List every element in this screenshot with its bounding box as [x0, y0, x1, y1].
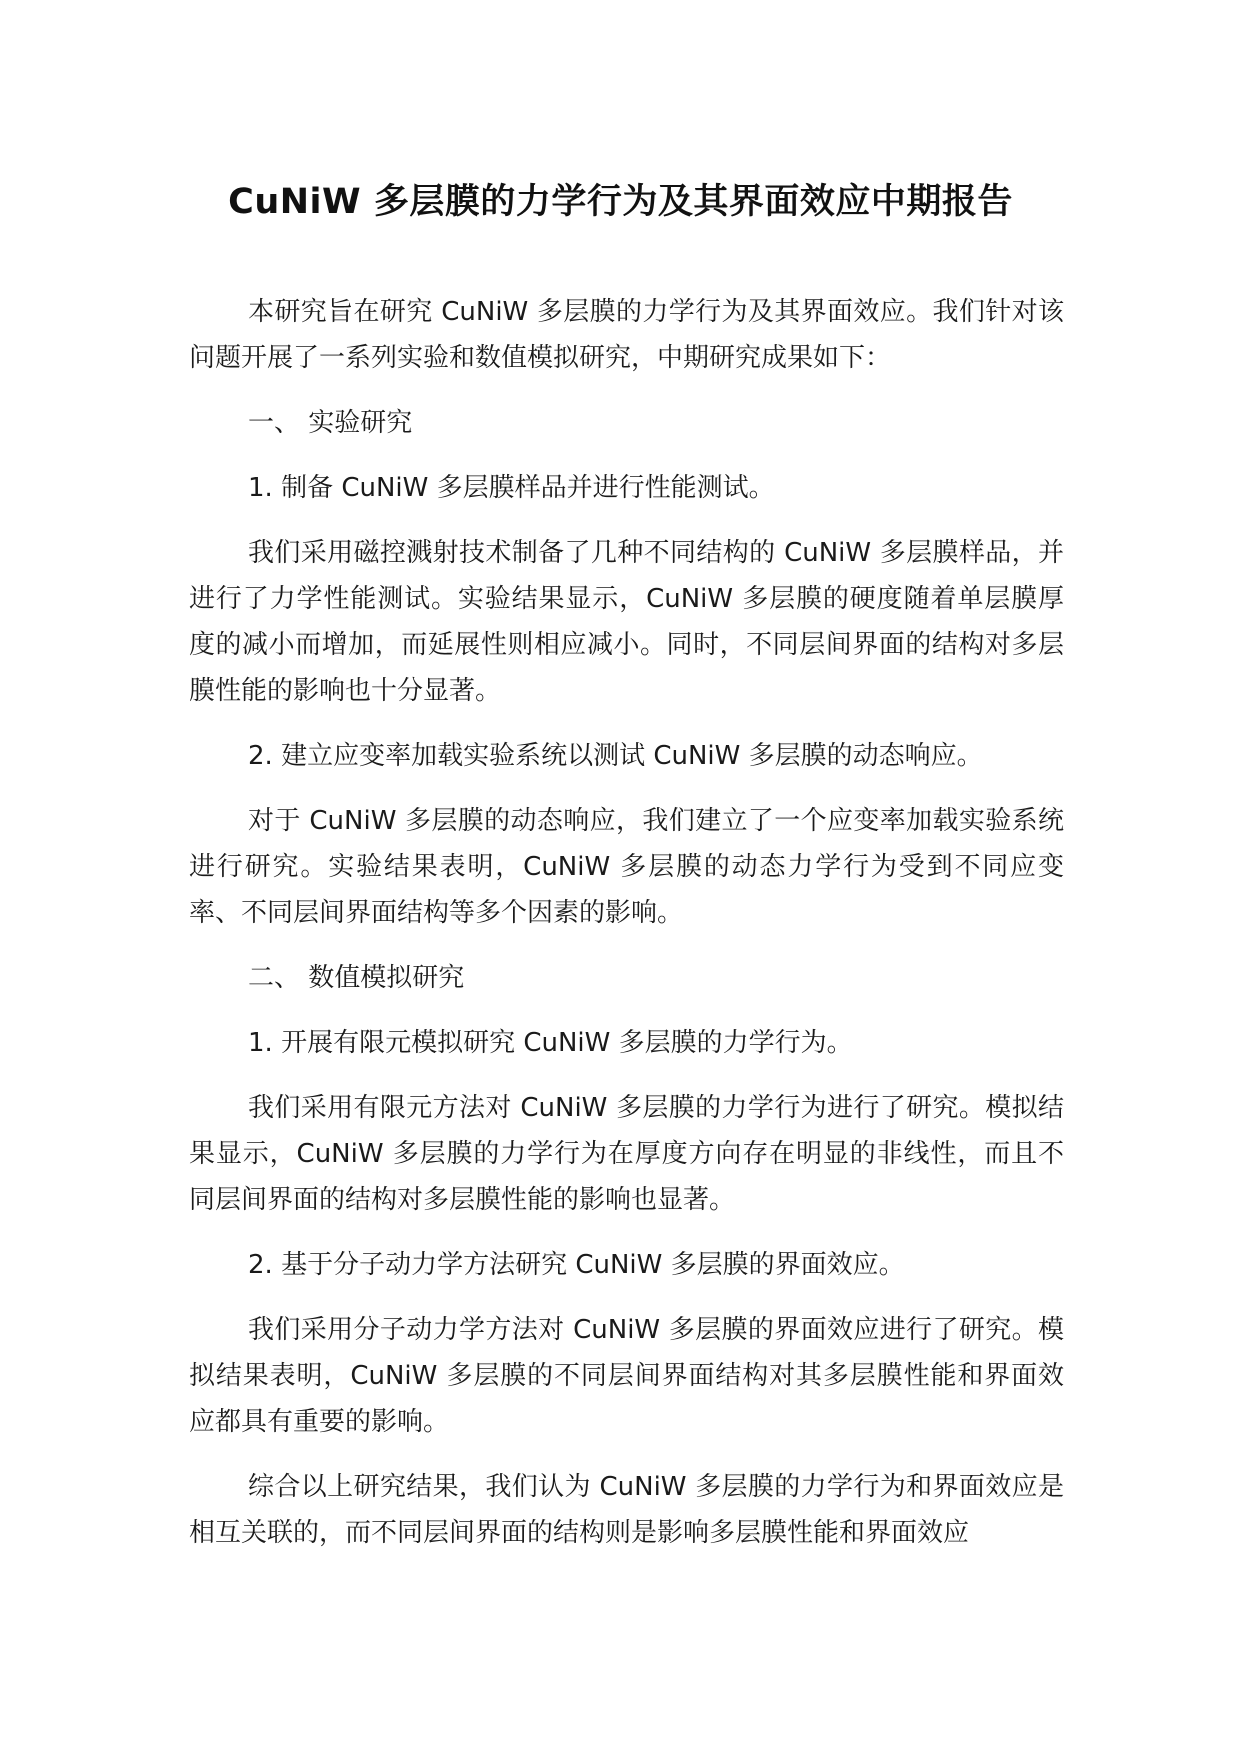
subsection-heading-strain-rate: 2. 建立应变率加载实验系统以测试 CuNiW 多层膜的动态响应。	[248, 741, 983, 771]
paragraph-conclusion: 综合以上研究结果，我们认为 CuNiW 多层膜的力学行为和界面效应是相互关联的，而不同层间界面的结构则是影响多层膜性能和界面效应	[189, 1472, 1064, 1548]
paragraph-fem: 我们采用有限元方法对 CuNiW 多层膜的力学行为进行了研究。模拟结果显示，CuNiW 多层膜的力学行为在厚度方向存在明显的非线性，而且不同层间界面的结构对多层膜性能的影响也显著。	[189, 1093, 1064, 1215]
subsection-heading-md: 2. 基于分子动力学方法研究 CuNiW 多层膜的界面效应。	[248, 1250, 905, 1280]
paragraph-sample-prep: 我们采用磁控溅射技术制备了几种不同结构的 CuNiW 多层膜样品，并进行了力学性能测试。实验结果显示，CuNiW 多层膜的硬度随着单层膜厚度的减小而增加，而延展性则相应减小。同时，不同层间界面的结构对多层膜性能的影响也十分显著。	[189, 538, 1064, 706]
document-title: CuNiW 多层膜的力学行为及其界面效应中期报告	[228, 182, 1013, 222]
subsection-heading-sample-prep: 1. 制备 CuNiW 多层膜样品并进行性能测试。	[248, 473, 775, 503]
section-heading-experiment: 一、 实验研究	[248, 408, 413, 438]
document-body	[189, 289, 1064, 1575]
subsection-heading-fem: 1. 开展有限元模拟研究 CuNiW 多层膜的力学行为。	[248, 1028, 853, 1058]
paragraph-md: 我们采用分子动力学方法对 CuNiW 多层膜的界面效应进行了研究。模拟结果表明，CuNiW 多层膜的不同层间界面结构对其多层膜性能和界面效应都具有重要的影响。	[189, 1315, 1064, 1437]
paragraph-strain-rate: 对于 CuNiW 多层膜的动态响应，我们建立了一个应变率加载实验系统进行研究。实验结果表明，CuNiW 多层膜的动态力学行为受到不同应变率、不同层间界面结构等多个因素的影响。	[189, 806, 1064, 928]
intro-paragraph: 本研究旨在研究 CuNiW 多层膜的力学行为及其界面效应。我们针对该问题开展了一系列实验和数值模拟研究，中期研究成果如下：	[189, 297, 1064, 373]
section-heading-simulation: 二、 数值模拟研究	[248, 963, 465, 993]
